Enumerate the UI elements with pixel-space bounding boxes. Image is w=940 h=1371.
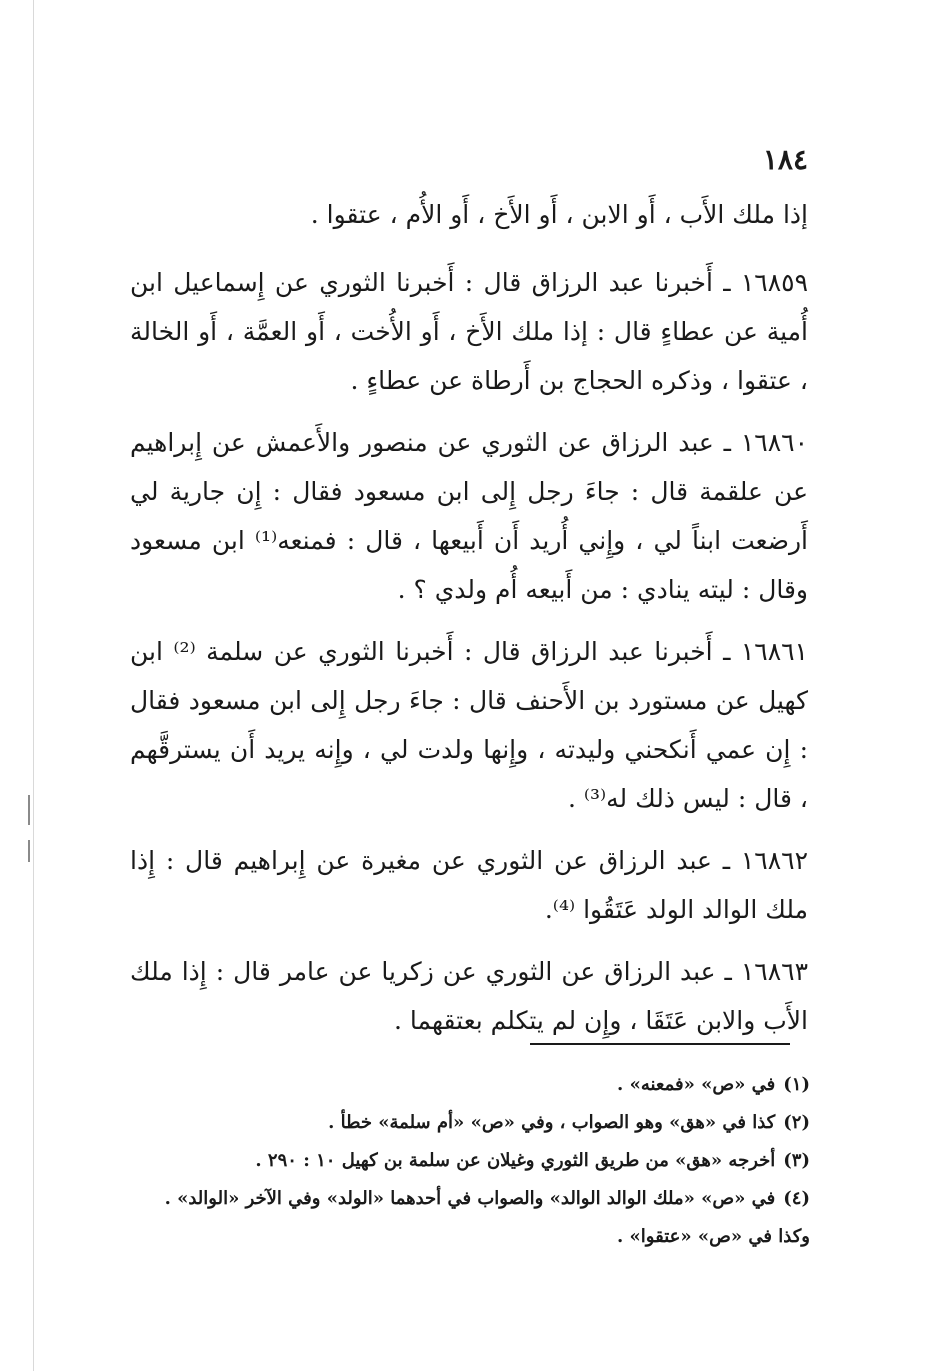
footnote-number: (١) [783,1074,810,1095]
footnote-number: (٣) [783,1150,810,1171]
footnote-text: كذا في «هق» وهو الصواب ، وفي «ص» «أم سلمة» خطأ . [328,1112,776,1133]
footnote-separator [530,1043,790,1045]
footnote-number: (٤) [783,1188,810,1209]
hadith-paragraph: ١٦٨٦٢ ـ عبد الرزاق عن الثوري عن مغيرة عن إِبراهيم قال : إِذا ملك الوالد الولد عَتَقُوا ⁽⁴⁾. [130,846,808,924]
footnote [130,1142,810,1180]
footnote [130,1180,810,1256]
main-text [130,190,808,1058]
page-number: ١٨٤ [762,143,808,176]
footnotes [130,1066,810,1256]
hadith-paragraph: ١٦٨٦١ ـ أَخبرنا عبد الرزاق قال : أَخبرنا الثوري عن سلمة ⁽²⁾ ابن كهيل عن مستورد بن الأَحنف قال : جاءَ رجل إِلى ابن مسعود فقال : إِن عمي أَنكحني وليدته ، وإِنها ولدت لي ، وإِنه يريد أَن يسترقَّهم ، قال : ليس ذلك له⁽³⁾ . [130,637,808,813]
footnote-text: في «ص» «فمعنه» . [617,1074,776,1095]
opening-line: إذا ملك الأَب ، أَو الابن ، أَو الأَخ ، أَو الأُم ، عتقوا . [310,200,808,229]
footnote [130,1104,810,1142]
hadith-paragraph: ١٦٨٦٣ ـ عبد الرزاق عن الثوري عن زكريا عن عامر قال : إِذا ملك الأَب والابن عَتَقَا ، وإِن لم يتكلم بعتقهما . [130,957,808,1035]
margin-tick [28,795,30,825]
margin-tick [28,840,30,862]
footnote-text: أخرجه «هق» من طريق الثوري وغيلان عن سلمة بن كهيل ١٠ : ٢٩٠ . [255,1150,776,1171]
footnote [130,1066,810,1104]
hadith-paragraph: ١٦٨٥٩ ـ أَخبرنا عبد الرزاق قال : أَخبرنا الثوري عن إِسماعيل ابن أُمية عن عطاءٍ قال : إذا ملك الأَخ ، أَو الأُخت ، أَو العمَّة ، أَو الخالة ، عتقوا ، وذكره الحجاج بن أَرطاة عن عطاءٍ . [130,268,808,395]
hadith-paragraph: ١٦٨٦٠ ـ عبد الرزاق عن الثوري عن منصور والأَعمش عن إِبراهيم عن علقمة قال : جاءَ رجل إِلى ابن مسعود فقال : إِن جارية لي أَرضعت ابناً لي ، وإِني أُريد أَن أَبيعها ، قال : فمنعه⁽¹⁾ ابن مسعود وقال : ليته ينادي : من أَبيعه أُم ولدي ؟ . [130,428,808,604]
page-margin-line [33,0,34,1371]
footnote-text: في «ص» «ملك الوالد الوالد» والصواب في أحدهما «الولد» وفي الآخر «الوالد» . وكذا في «ص» «عتقوا» . [164,1188,810,1247]
footnote-number: (٢) [783,1112,810,1133]
